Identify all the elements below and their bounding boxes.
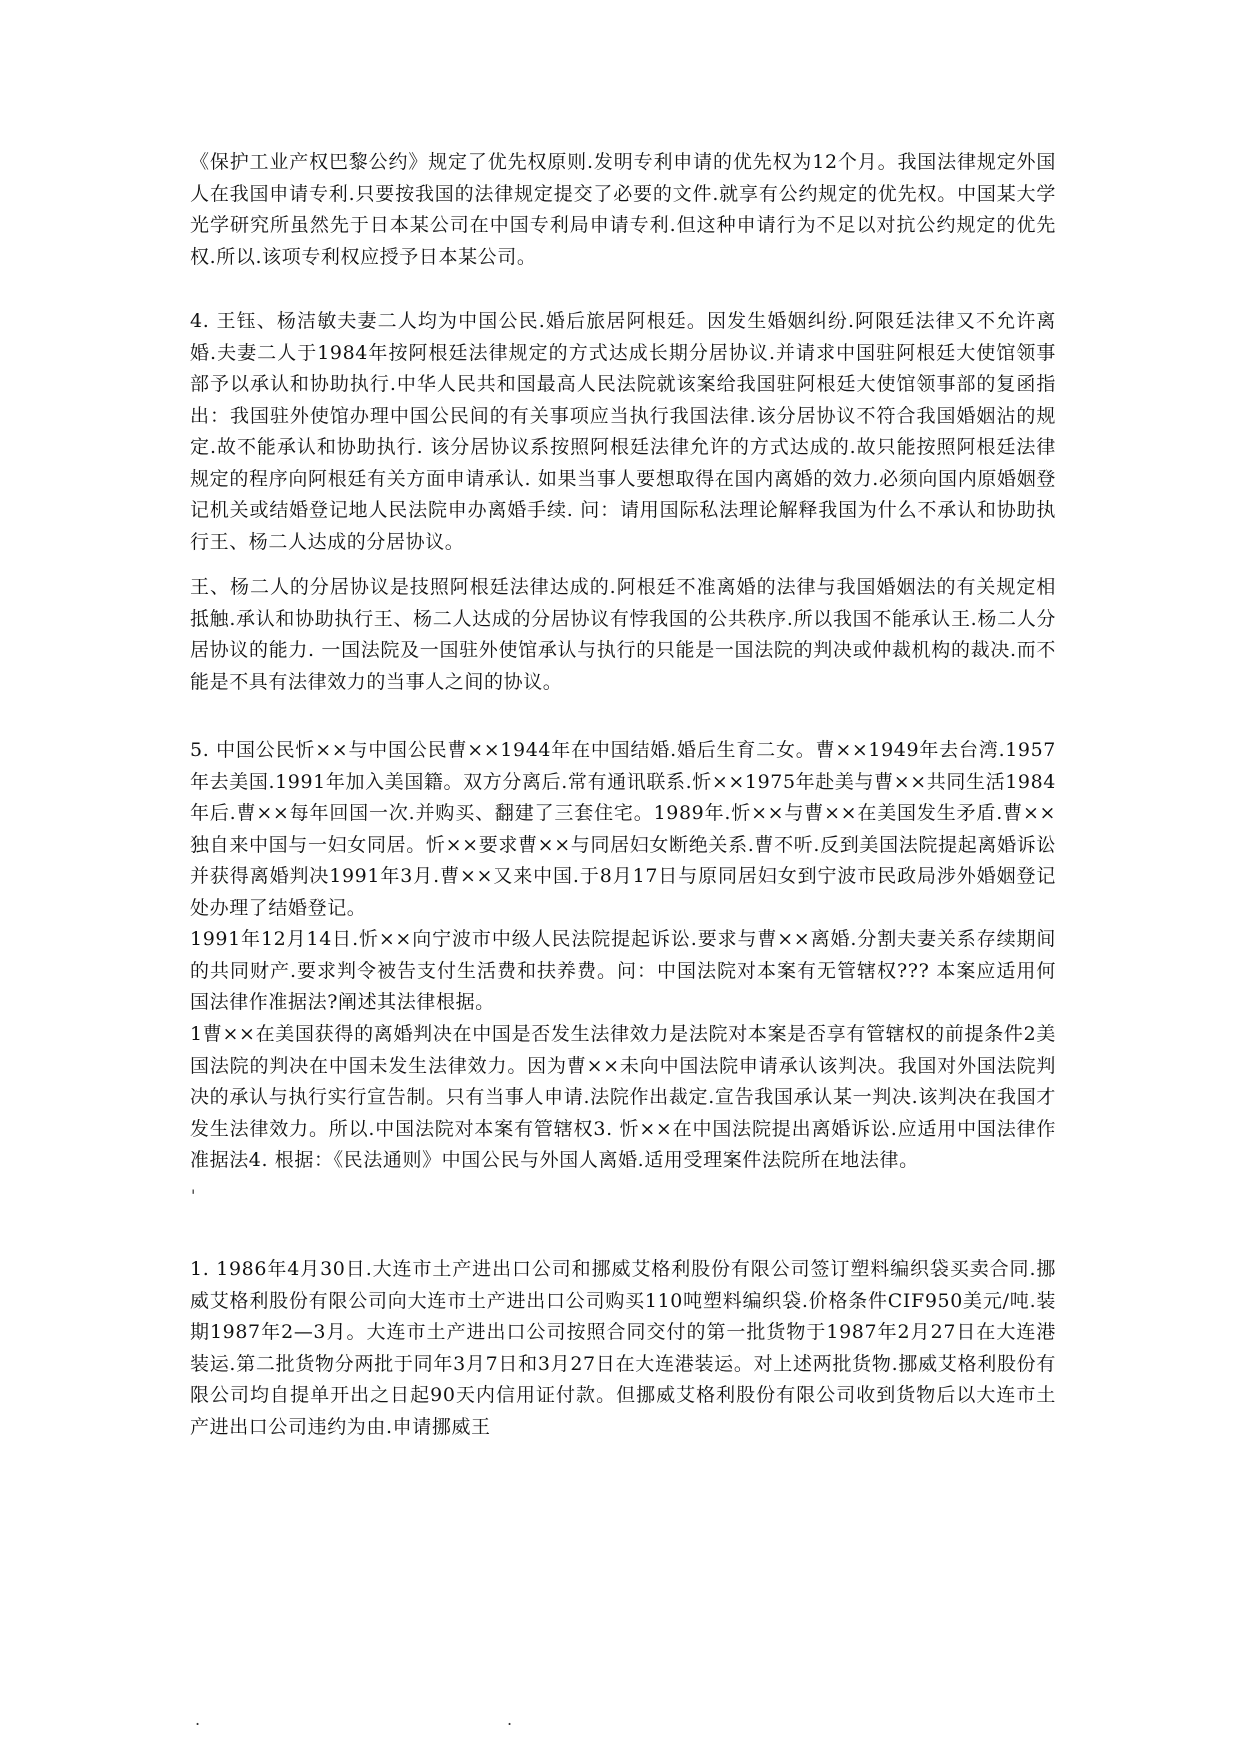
- paragraph-question-5-facts: 5. 中国公民忻××与中国公民曹××1944年在中国结婚.婚后生育二女。曹××1949年去台湾.1957年去美国.1991年加入美国籍。双方分离后.常有通讯联系.忻××1975年赴美与曹××共同生活1984年后.曹××每年回国一次.并购买、翻建了三套住宅。1989年.忻××与曹××在美国发生矛盾.曹××独自来中国与一妇女同居。忻××要求曹××与同居妇女断绝关系.曹不听.反到美国法院提起离婚诉讼并获得离婚判决1991年3月.曹××又来中国.于8月17日与原同居妇女到宁波市民政局涉外婚姻登记处办理了结婚登记。: [190, 739, 1056, 919]
- footer-dot-right: .: [507, 1710, 513, 1729]
- paragraph-question-5-ask: 1991年12月14日.忻××向宁波市中级人民法院提起诉讼.要求与曹××离婚.分割夫妻关系存续期间的共同财产.要求判令被告支付生活费和扶养费。问：中国法院对本案有无管辖权??? 本案应适用何国法律作准据法?阐述其法律根据。: [190, 928, 1056, 1013]
- paragraph-question-1-contract: 1. 1986年4月30日.大连市土产进出口公司和挪威艾格利股份有限公司签订塑料编织袋买卖合同.挪威艾格利股份有限公司向大连市土产进出口公司购买110吨塑料编织袋.价格条件CIF950美元/吨.装期1987年2—3月。大连市土产进出口公司按照合同交付的第一批货物于1987年2月27日在大连港装运.第二批货物分两批于同年3月7日和3月27日在大连港装运。对上述两批货物.挪威艾格利股份有限公司均自提单开出之日起90天内信用证付款。但挪威艾格利股份有限公司收到货物后以大连市土产进出口公司违约为由.申请挪威王: [190, 1258, 1056, 1438]
- paragraph-question-4: 4. 王钰、杨洁敏夫妻二人均为中国公民.婚后旅居阿根廷。因发生婚姻纠纷.阿限廷法律又不允许离婚.夫妻二人于1984年按阿根廷法律规定的方式达成长期分居协议.并请求中国驻阿根廷大使馆领事部予以承认和协助执行.中华人民共和国最高人民法院就该案给我国驻阿根廷大使馆领事部的复函指出：我国驻外使馆办理中国公民间的有关事项应当执行我国法律.该分居协议不符合我国婚姻沾的规定.故不能承认和协助执行. 该分居协议系按照阿根廷法律允许的方式达成的.故只能按照阿根廷法律规定的程序向阿根廷有关方面申请承认. 如果当事人要想取得在国内离婚的效力.必须向国内原婚姻登记机关或结婚登记地人民法院申办离婚手续. 问：请用国际私法理论解释我国为什么不承认和协助执行王、杨二人达成的分居协议。: [190, 310, 1056, 553]
- paragraph-answer-4: 王、杨二人的分居协议是技照阿根廷法律达成的.阿根廷不准离婚的法律与我国婚姻法的有关规定相抵触.承认和协助执行王、杨二人达成的分居协议有悖我国的公共秩序.所以我国不能承认王.杨二人分居协议的能力. 一国法院及一国驻外使馆承认与执行的只能是一国法院的判决或仲裁机构的裁决.而不能是不具有法律效力的当事人之间的协议。: [190, 576, 1056, 693]
- stray-mark: ': [191, 1186, 196, 1205]
- paragraph-answer-5: 1曹××在美国获得的离婚判决在中国是否发生法律效力是法院对本案是否享有管辖权的前提条件2美国法院的判决在中国未发生法律效力。因为曹××未向中国法院申请承认该判决。我国对外国法院判决的承认与执行实行宣告制。只有当事人申请.法院作出裁定.宣告我国承认某一判决.该判决在我国才发生法律效力。所以.中国法院对本案有管辖权3. 忻××在中国法院提出离婚诉讼.应适用中国法律作准据法4. 根据：《民法通则》中国公民与外国人离婚.适用受理案件法院所在地法律。: [190, 1023, 1056, 1171]
- footer-dot-left: .: [195, 1710, 201, 1729]
- paragraph-priority-right-answer: 《保护工业产权巴黎公约》规定了优先权原则.发明专利申请的优先权为12个月。我国法律规定外国人在我国申请专利.只要按我国的法律规定提交了必要的文件.就享有公约规定的优先权。中国某大学光学研究所虽然先于日本某公司在中国专利局申请专利.但这种申请行为不足以对抗公约规定的优先权.所以.该项专利权应授予日本某公司。: [190, 151, 1056, 268]
